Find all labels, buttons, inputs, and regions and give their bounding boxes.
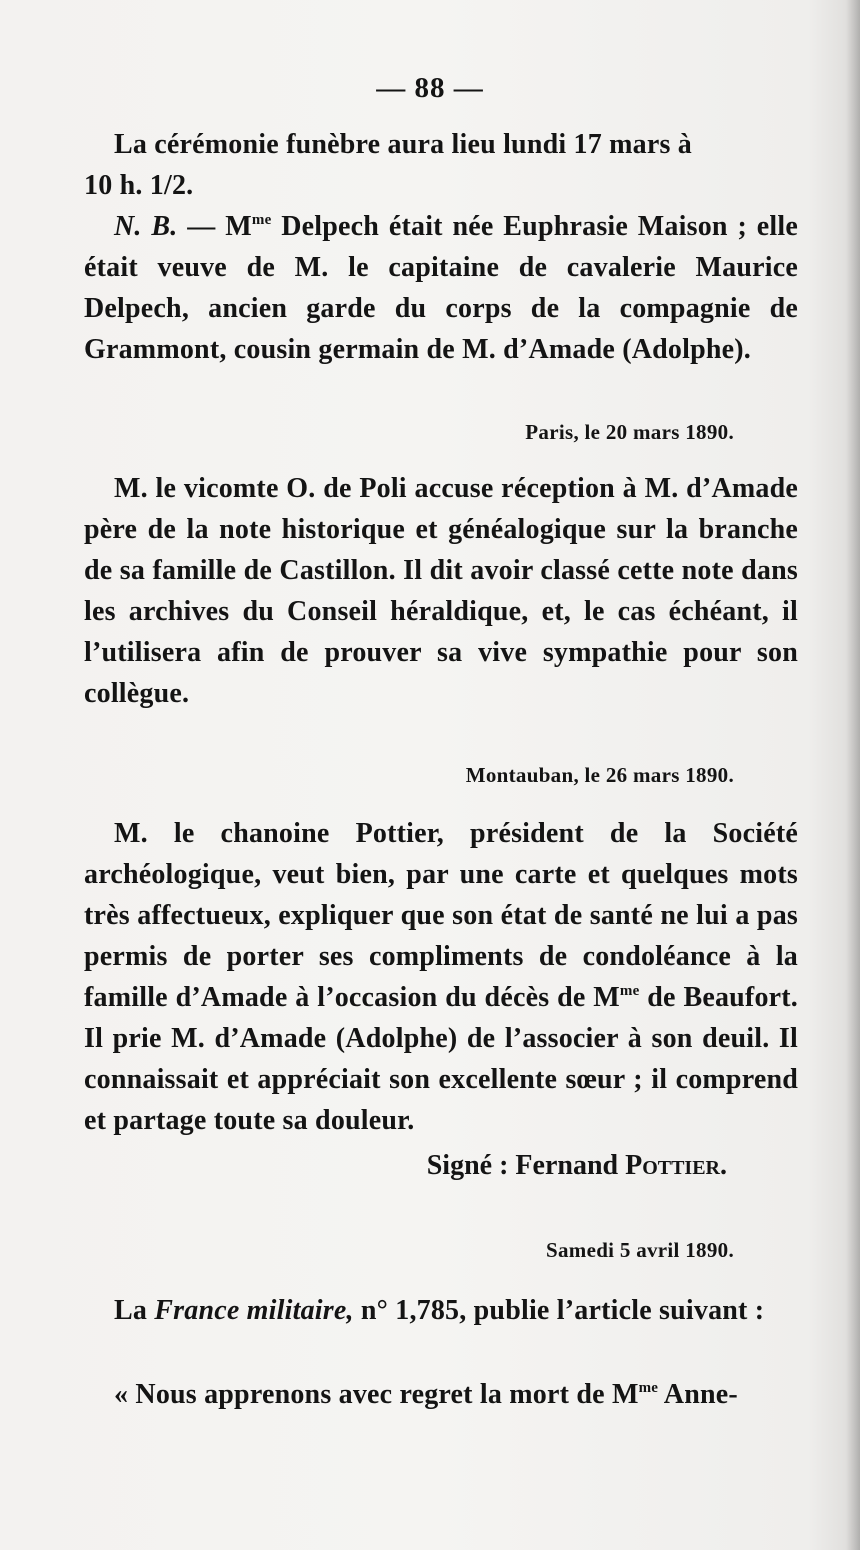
nb-dash: — M <box>177 211 252 242</box>
nb-sup: me <box>251 212 272 228</box>
journal-title: France militaire, <box>154 1295 354 1326</box>
paragraph-ceremony <box>84 124 798 206</box>
signature-name: Pottier. <box>625 1150 727 1181</box>
nb-text: Delpech était née Euphrasie Maison ; elle était veuve de M. le capitaine de cavalerie Maurice Delpech, ancien garde du corps de la compagnie de Grammont, cousin germain de M. d’Amade (Adolphe). <box>84 211 798 365</box>
nb-label: N. B. <box>114 211 178 242</box>
fm-before: La <box>114 1295 155 1326</box>
quote-text-2: Anne- <box>658 1379 738 1410</box>
paragraph-quote-start <box>84 1374 798 1415</box>
signature <box>427 1150 727 1182</box>
pottier-text-2: de Beaufort. Il prie M. d’Amade (Adolphe) de l’associer à son deuil. Il connaissait et appréciait son excellente sœur ; il comprend et partage toute sa douleur. <box>84 982 798 1136</box>
paragraph-poli <box>84 468 798 714</box>
dateline-samedi: Samedi 5 avril 1890. <box>546 1238 734 1262</box>
page-number: — 88 — <box>376 72 484 104</box>
quote-text-1: « Nous apprenons avec regret la mort de M <box>114 1379 639 1410</box>
paragraph-nota-bene <box>84 206 798 370</box>
poli-text: M. le vicomte O. de Poli accuse réception à M. d’Amade père de la note historique et généalogique sur la branche de sa famille de Castillon. Il dit avoir classé cette note dans les archives du Conseil héraldique, et, le cas échéant, il l’utilisera afin de prouver sa vive sympathie pour son collègue. <box>84 473 798 709</box>
paragraph-pottier <box>84 813 798 1141</box>
fm-after: n° 1,785, publie l’article suivant : <box>353 1295 765 1326</box>
page-edge-shadow <box>846 0 860 1550</box>
dateline-paris: Paris, le 20 mars 1890. <box>525 420 734 444</box>
quote-sup: me <box>638 1380 659 1396</box>
dateline-montauban: Montauban, le 26 mars 1890. <box>465 763 734 787</box>
pottier-text-1: M. le chanoine Pottier, président de la Société archéologique, veut bien, par une carte et quelques mots très affectueux, expliquer que son état de santé ne lui a pas permis de porter ses compliments de condoléance à la famille d’Amade à l’occasion du décès de M <box>84 818 798 1013</box>
ceremony-line-1: La cérémonie funèbre aura lieu lundi 17 mars à <box>114 129 692 160</box>
ceremony-line-2: 10 h. 1/2. <box>84 170 194 201</box>
pottier-sup: me <box>619 983 640 999</box>
signature-prefix: Signé : Fernand <box>426 1150 626 1181</box>
paragraph-france-militaire <box>84 1290 798 1331</box>
